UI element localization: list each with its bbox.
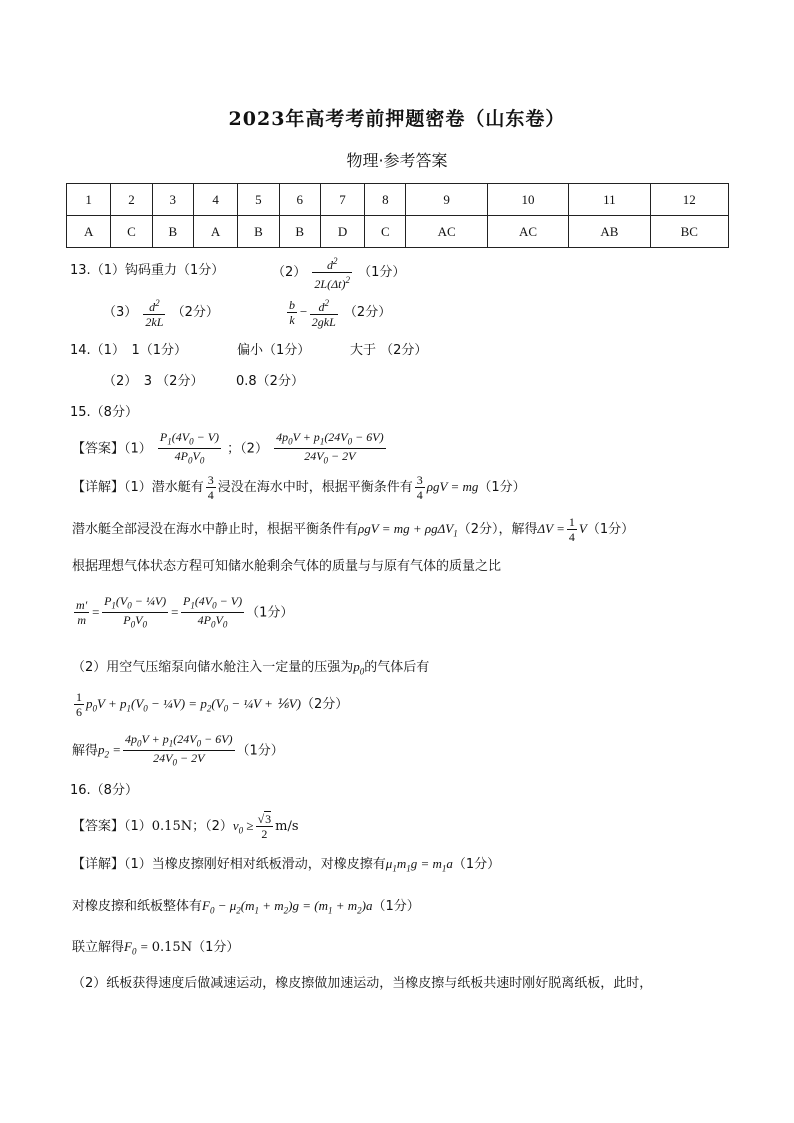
q13-label: 13. xyxy=(70,263,91,278)
q13-line1 xyxy=(70,262,224,280)
answer-letter-row xyxy=(67,216,729,248)
answer-number: 3 xyxy=(152,184,193,216)
answer-number-row xyxy=(67,184,729,216)
q14-part1-relation: 大于 （2分） xyxy=(350,343,428,358)
answer-letter: AB xyxy=(569,216,650,248)
answer-letter: D xyxy=(320,216,364,248)
q13-formula-3b-d: $\frac{d^2}{\text{2gkL}}$ xyxy=(311,298,336,329)
q15-mass-ratio: $\frac{m'}{m}$ xyxy=(76,598,88,628)
answer-letter: AC xyxy=(406,216,487,248)
q15-final-formula: $\frac{4p_0V + p_1(24V_0 - 6V)}{24V_0 - 2V}$ xyxy=(125,732,233,768)
q16-heading: 16.（8分） xyxy=(70,783,138,798)
answer-letter: BC xyxy=(650,216,728,248)
q15-detail-1-mid: 浸没在海水中时，根据平衡条件有 xyxy=(217,480,413,495)
q13-part4: $\frac{b}{k}$ − $\frac{d^2}{\text{2gkL}}$ （2分） xyxy=(289,298,392,329)
q13-part2-score: （1分） xyxy=(358,265,406,280)
q15-detail-6: $\frac{1}{6}$ $p_0V + p_1(V_0$ − ¼V) = $p_2(V_0$ − ¼V + ⅙V)（2分） xyxy=(76,690,349,719)
answer-letter: C xyxy=(111,216,152,248)
q15-detail-7-score: （1分） xyxy=(236,743,284,759)
q15-fraction-1-6: $\frac{1}{6}$ xyxy=(76,690,82,719)
answer-number: 8 xyxy=(365,184,406,216)
answer-letter: AC xyxy=(487,216,568,248)
q13-formula-3a: $\frac{d^2}{2kL}$ xyxy=(145,298,164,329)
q13-formula-3b-b: $\frac{b}{k}$ xyxy=(289,298,295,327)
q15-detail-1-pre: 【详解】（1）潜水艇有 xyxy=(72,480,204,495)
q15-detail-2-mid: （2分），解得 xyxy=(457,522,538,537)
answer-number: 9 xyxy=(406,184,487,216)
q15-heading: 15.（8分） xyxy=(70,405,138,420)
q13-part4-score: （2分） xyxy=(343,305,392,320)
q15-answer xyxy=(72,430,388,468)
q13-part2 xyxy=(272,254,405,291)
q16-answer-label: 【答案】（1） xyxy=(72,819,152,834)
q15-detail-3: 根据理想气体状态方程可知储水舱剩余气体的质量与与原有气体的质量之比 xyxy=(72,559,502,574)
q15-detail-7: 解得$p_2$ = $\frac{4p_0V + p_1(24V_0 - 6V)}{24V_0 - 2V}$ （1分） xyxy=(72,732,284,768)
q15-ratio-result: $\frac{P_1(4V_0 - V)}{4P_0V_0}$ xyxy=(182,594,243,630)
answer-number: 7 xyxy=(320,184,364,216)
q16-answer-sep: ；（2） xyxy=(192,819,233,834)
answer-number: 10 xyxy=(487,184,568,216)
q16-detail-2-pre: 对橡皮擦和纸板整体有 xyxy=(72,899,203,914)
q16-detail-1-score: （1分） xyxy=(452,857,501,872)
answer-letter: B xyxy=(279,216,320,248)
answer-letter: C xyxy=(365,216,406,248)
q16-detail-4: （2）纸板获得速度后做减速运动，橡皮擦做加速运动，当橡皮擦与纸板共速时刚好脱离纸板，此时， xyxy=(72,976,653,991)
q13-part3 xyxy=(103,296,219,329)
q13-part2-label: （2） xyxy=(272,265,307,280)
answer-number: 11 xyxy=(569,184,650,216)
q15-fraction-3-4: $\frac{3}{4}$ xyxy=(207,473,214,502)
q13-part1: （1）钩码重力（1分） xyxy=(90,263,225,278)
q15-fraction-1-4: $\frac{1}{4}$ xyxy=(568,515,575,544)
q16-detail-3-score: （1分） xyxy=(192,940,240,955)
answer-letter: A xyxy=(193,216,237,248)
q13-part3-score: （2分） xyxy=(171,305,219,320)
q15-detail-1-score: （1分） xyxy=(478,480,526,495)
q16-answer-value: 0.15N xyxy=(151,819,193,834)
q14-part1-compare: 偏小（1分） xyxy=(237,343,311,358)
q16-detail-1-pre: 【详解】（1）当橡皮擦刚好相对纸板滑动，对橡皮擦有 xyxy=(72,857,386,872)
q16-detail-3: 联立解得$F_0 = 0.15N(1$分） xyxy=(72,939,240,957)
answer-table xyxy=(66,183,729,248)
q15-detail-5: （2）用空气压缩泵向储水舱注入一定量的压强为$p_0$的气体后有 xyxy=(72,659,430,677)
q15-detail-6-score: （2分） xyxy=(301,697,349,712)
q15-answer-label: 【答案】（1） xyxy=(72,441,152,457)
q16-detail-1: 【详解】（1）当橡皮擦刚好相对纸板滑动，对橡皮擦有$\mu_1m_1g = m_1a(1$分） xyxy=(72,856,501,874)
answer-number: 1 xyxy=(67,184,111,216)
answer-letter: B xyxy=(238,216,279,248)
q15-answer-formula-1: $\frac{P_1(4V_0 - V)}{4P_0V_0}$ xyxy=(159,430,220,466)
answer-number: 6 xyxy=(279,184,320,216)
answer-number: 4 xyxy=(193,184,237,216)
q15-detail-1 xyxy=(72,473,526,502)
answer-number: 5 xyxy=(238,184,279,216)
answer-number: 2 xyxy=(111,184,152,216)
q16-detail-2-score: （1分） xyxy=(372,899,420,914)
q15-detail-4-score: （1分） xyxy=(246,605,294,621)
page-subtitle: 物理·参考答案 xyxy=(346,151,448,170)
q15-answer-sep: ；（2） xyxy=(227,441,268,457)
q15-ratio-expr: $\frac{P_1(V_0 - \frac{1}{4}V)}{P_0V_0}$ xyxy=(104,594,167,630)
q14-part1-value: 14.（1） 1（1分） xyxy=(70,343,187,358)
q13-formula-2: $\frac{d^2}{2L(\Delta t)^2}$ xyxy=(314,256,350,291)
q15-detail-5-post: 的气体后有 xyxy=(364,660,430,675)
answer-letter: B xyxy=(152,216,193,248)
q16-answer: 【答案】（1）0.15N；$(2)v_0$ ≥ $\frac{√3}{2}$ m/s xyxy=(72,812,299,841)
q15-answer-formula-2: $\frac{4p_0V + p_1(24V_0 - 6V)}{24V_0 - 2V}$ xyxy=(276,430,384,466)
q15-detail-2-pre: 潜水艇全部浸没在海水中静止时，根据平衡条件有 xyxy=(72,522,359,537)
q15-detail-2: 潜水艇全部浸没在海水中静止时，根据平衡条件有ρgV = mg + ρgΔV$_1$（2分），解得ΔV = $\frac{1}{4}$ V（1分） xyxy=(72,515,635,544)
q16-sqrt-fraction: $\frac{√3}{2}$ xyxy=(257,812,272,841)
answer-number: 12 xyxy=(650,184,728,216)
q15-equation-2: ρgV = mg + ρgΔV$_1$ xyxy=(358,521,458,539)
q16-detail-2: 对橡皮擦和纸板整体有$F_0 - \mu_2(m_1 + m_2)g = (m_1 + m_2)a(1$分） xyxy=(72,898,420,916)
q14-part2-a: （2） 3 （2分） xyxy=(103,374,204,389)
q15-detail-2-score: （1分） xyxy=(586,522,635,537)
q15-detail-5-pre: （2）用空气压缩泵向储水舱注入一定量的压强为 xyxy=(72,660,354,675)
q14-part2-b: 0.8（2分） xyxy=(236,374,304,389)
q16-detail-3-pre: 联立解得 xyxy=(72,940,125,955)
q15-detail-7-pre: 解得 xyxy=(72,743,99,759)
q15-detail-4: $\frac{m'}{m}$ = $\frac{P_1(V_0 - \frac{1}{4}V)}{P_0V_0}$ = $\frac{P_1(4V_0 - V)}{4P_0V_0}$ （1分） xyxy=(76,594,294,630)
page-title: 2023年高考考前押题密卷（山东卷） xyxy=(228,108,566,130)
q15-equation-1: ρgV = mg xyxy=(426,479,479,494)
answer-letter: A xyxy=(67,216,111,248)
q15-fraction-3-4b: $\frac{3}{4}$ xyxy=(416,473,423,502)
q13-part3-label: （3） xyxy=(103,305,138,320)
